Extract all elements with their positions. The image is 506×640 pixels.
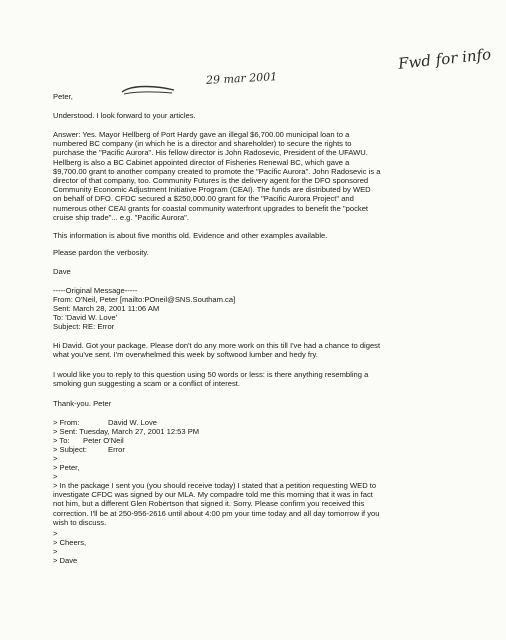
handwritten-date: 29 mar 2001 xyxy=(205,70,278,87)
quoted-greeting: > Peter, xyxy=(53,463,80,472)
quoted-sent: > Sent: Tuesday, March 27, 2001 12:53 PM xyxy=(53,427,200,436)
handwritten-scribble xyxy=(118,82,178,98)
quoted-to-value: Peter O'Neil xyxy=(83,436,124,445)
text-line: wish to discuss. xyxy=(53,517,107,527)
text-line: director of that company, too. Community Futures is the delivery agent for the DFO sponsored xyxy=(53,176,369,186)
quoted-marker: > xyxy=(53,529,58,538)
quoted-subject-label: > Subject: xyxy=(53,445,87,454)
text-line: purchase the "Pacific Aurora". His fellow director is John Radosevic, President of the UFAWU. xyxy=(53,148,368,158)
opening-line: Understood. I look forward to your articles. xyxy=(53,111,196,120)
original-message-divider: -----Original Message----- xyxy=(53,286,138,295)
text-line: > In the package I sent you (you should receive today) I stated that a petition requesting WED to xyxy=(53,481,377,490)
quoted-marker: > xyxy=(53,454,58,463)
text-line: Answer: Yes. Mayor Hellberg of Port Hardy gave an illegal $6,700.00 municipal loan to a xyxy=(53,130,350,139)
salutation: Peter, xyxy=(53,92,73,101)
reply-paragraph-2 xyxy=(53,370,463,388)
header-from: From: O'Neil, Peter [mailto:POneil@SNS.Southam.ca] xyxy=(53,295,236,304)
thanks-line: Thank-you. Peter xyxy=(53,399,112,408)
text-line: what you've sent. I'm overwhelmed this week by softwood lumber and hedy fry. xyxy=(53,350,318,360)
text-line: I would like you to reply to this question using 50 words or less: is there anything resembling a xyxy=(53,370,369,379)
quoted-marker: > xyxy=(53,547,58,556)
text-line: numerous other CEAI grants for coastal community waterfront upgrades to benefit the "pocket xyxy=(53,203,369,213)
quoted-body xyxy=(53,481,463,527)
text-line: $9,700.00 grant to another company created to promote the "Pacific Aurora". John Radosevic is a xyxy=(53,166,381,176)
quoted-to-label: > To: xyxy=(53,436,70,445)
text-line: Hi David. Got your package. Please don't do any more work on this till I've had a chance to digest xyxy=(53,341,381,350)
header-to: To: 'David W. Love' xyxy=(53,313,118,322)
signoff: Dave xyxy=(53,267,71,276)
reply-paragraph-1 xyxy=(53,341,463,359)
text-line: numbered BC company (in which he is a director and shareholder) to secure the rights to xyxy=(53,139,352,149)
quoted-from-value: David W. Love xyxy=(108,418,157,427)
header-subject: Subject: RE: Error xyxy=(53,322,115,331)
text-line: not him, but a different Glen Robertson that signed it. Sorry. Please confirm you received this xyxy=(53,499,365,509)
text-line: Hellberg is also a BC Cabinet appointed director of Fisheries Renewal BC, which gave a xyxy=(53,157,350,167)
text-line: correction. I'll be at 250-956-2616 until about 4:00 pm your time today and all day tomorrow if you xyxy=(53,508,380,518)
info-line: This information is about five months old. Evidence and other examples available. xyxy=(53,231,328,240)
pardon-line: Please pardon the verbosity. xyxy=(53,248,149,257)
text-line: smoking gun suggesting a scam or a conflict of interest. xyxy=(53,379,240,389)
quoted-marker: > xyxy=(53,472,58,481)
text-line: on behalf of DFO. CFDC secured a $250,000.00 grant for the "Pacific Aurora Project" and xyxy=(53,194,354,204)
header-sent: Sent: March 28, 2001 11:06 AM xyxy=(53,304,160,313)
text-line: Community Economic Adjustment Initiative Program (CEAI). The funds are distributed by WED xyxy=(53,185,371,195)
handwritten-forward-note: Fwd for info xyxy=(397,45,492,73)
quoted-subject-value: Error xyxy=(108,445,125,454)
answer-paragraph xyxy=(53,130,463,222)
quoted-from-label: > From: xyxy=(53,418,80,427)
quoted-cheers: > Cheers, xyxy=(53,538,87,547)
text-line: investigate CFDC was signed by our MLA. My compadre told me this morning that it was in fact xyxy=(53,490,373,500)
quoted-dave: > Dave xyxy=(53,556,78,565)
text-line: cruise ship trade"... e.g. "Pacific Aurora". xyxy=(53,212,189,222)
